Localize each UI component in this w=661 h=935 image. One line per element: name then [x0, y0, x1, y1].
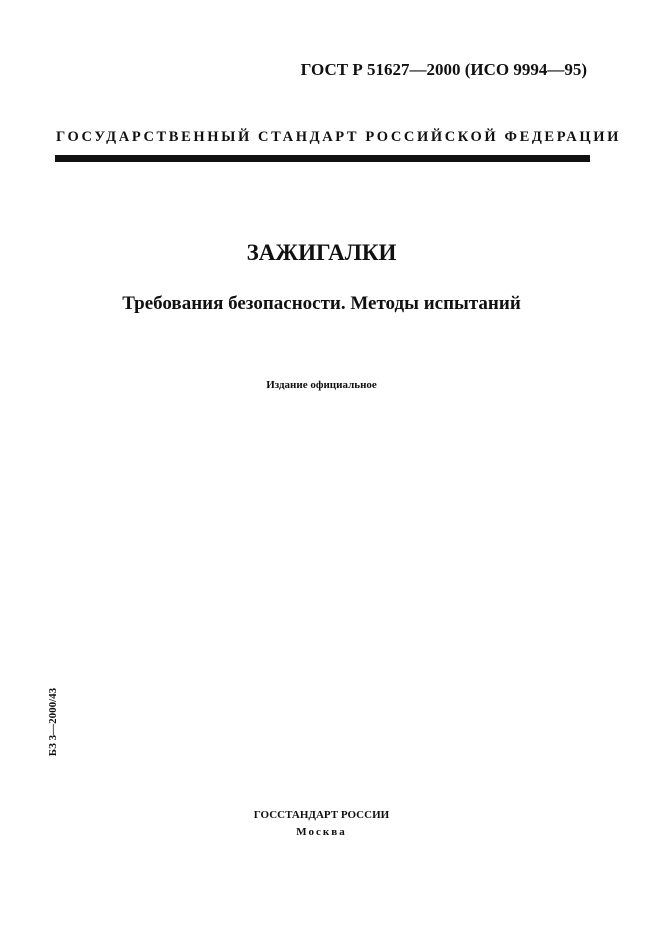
edition-note: Издание официальное — [266, 379, 377, 391]
side-catalog-code: БЗ 3—2000/43 — [47, 687, 59, 757]
publisher-name: ГОССТАНДАРТ РОССИИ — [253, 809, 390, 821]
standard-designation: ГОСТ Р 51627—2000 (ИСО 9994—95) — [300, 60, 587, 79]
publisher-city: Москва — [296, 826, 347, 838]
heading-rule-divider — [55, 155, 590, 162]
document-title: ЗАЖИГАЛКИ — [246, 240, 397, 265]
state-standard-heading: ГОСУДАРСТВЕННЫЙ СТАНДАРТ РОССИЙСКОЙ ФЕДЕРАЦИИ — [56, 129, 622, 145]
document-subtitle: Требования безопасности. Методы испытаний — [122, 293, 521, 314]
